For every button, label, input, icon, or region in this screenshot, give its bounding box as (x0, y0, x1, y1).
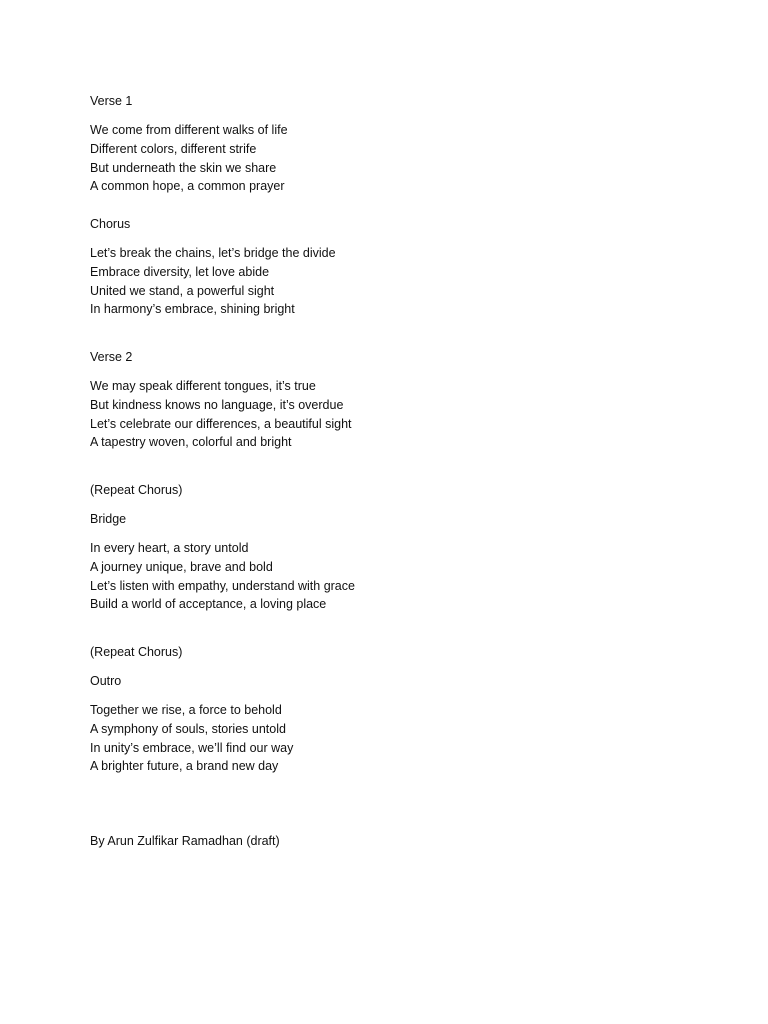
lyric-line: In every heart, a story untold (90, 541, 249, 555)
author-byline: By Arun Zulfikar Ramadhan (draft) (90, 834, 280, 848)
lyric-line: A brighter future, a brand new day (90, 759, 279, 774)
lyric-line: In unity’s embrace, we’ll find our way (90, 740, 294, 755)
lyric-line: A tapestry woven, colorful and bright (90, 435, 292, 450)
lyric-line: Different colors, different strife (90, 141, 257, 156)
verse1-stanza (90, 121, 288, 196)
outro-heading: Outro (90, 674, 122, 688)
lyric-line: But underneath the skin we share (90, 160, 277, 175)
lyric-line: Build a world of acceptance, a loving place (90, 597, 327, 612)
lyric-line: Let’s celebrate our differences, a beautiful sight (90, 416, 352, 431)
outro-stanza (90, 701, 293, 776)
verse2-heading: Verse 2 (90, 350, 133, 364)
bridge-stanza (90, 539, 355, 614)
chorus-heading: Chorus (90, 217, 131, 231)
chorus-stanza (90, 244, 336, 319)
repeat-chorus-note: (Repeat Chorus) (90, 483, 183, 497)
verse1-heading: Verse 1 (90, 94, 133, 108)
lyric-line: We may speak different tongues, it’s true (90, 379, 316, 393)
lyric-line: Embrace diversity, let love abide (90, 264, 270, 279)
bridge-heading: Bridge (90, 512, 127, 526)
lyric-line: A symphony of souls, stories untold (90, 721, 286, 736)
lyric-line: A journey unique, brave and bold (90, 559, 273, 574)
lyric-line: Let’s listen with empathy, understand with grace (90, 578, 355, 593)
lyric-line: Let’s break the chains, let’s bridge the divide (90, 246, 336, 260)
lyric-line: But kindness knows no language, it’s overdue (90, 397, 344, 412)
verse2-stanza (90, 377, 352, 452)
lyric-line: A common hope, a common prayer (90, 179, 285, 194)
lyric-line: United we stand, a powerful sight (90, 283, 275, 298)
lyric-line: In harmony’s embrace, shining bright (90, 302, 295, 317)
lyric-line: Together we rise, a force to behold (90, 703, 282, 717)
repeat-chorus-note: (Repeat Chorus) (90, 645, 183, 659)
lyric-line: We come from different walks of life (90, 123, 288, 137)
